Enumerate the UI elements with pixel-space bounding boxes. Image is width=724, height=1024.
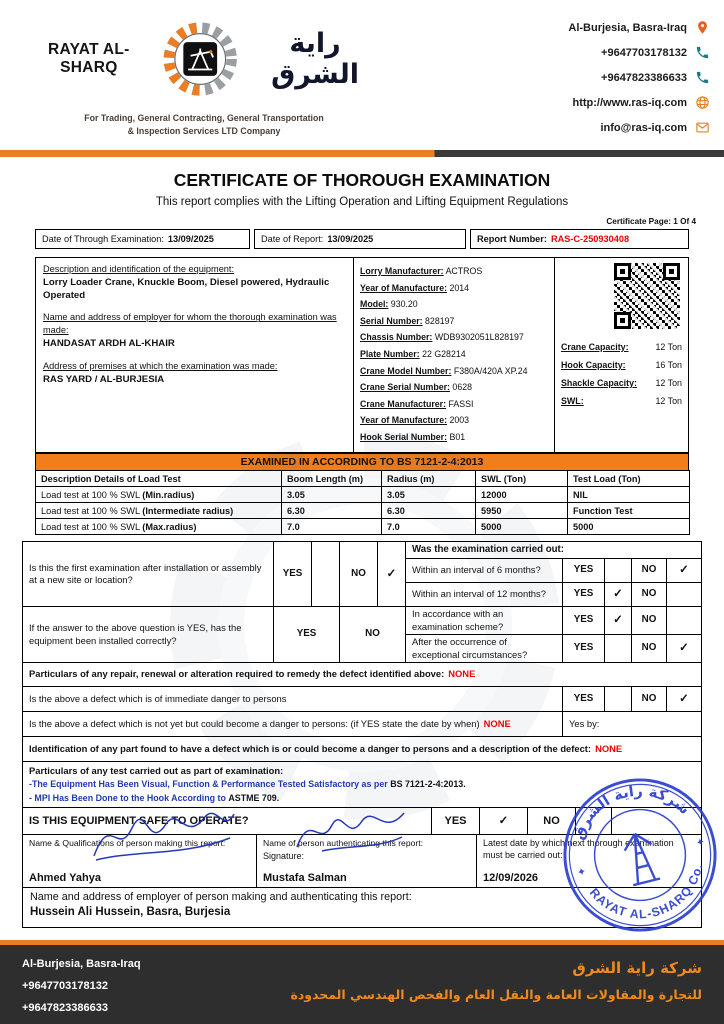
yes-label: YES (273, 542, 311, 606)
interval12-no-check (666, 583, 701, 606)
detail-row: Serial Number: 828197 (360, 315, 455, 326)
equipment-description-value: Lorry Loader Crane, Knuckle Boom, Diesel powered, Hydraulic Operated (43, 277, 330, 301)
contact-email (568, 120, 710, 135)
question-interval-6: Within an interval of 6 months? (412, 564, 541, 576)
equipment-description-label: Description and identification of the equipment: (43, 264, 235, 274)
header (0, 0, 724, 150)
report-maker-name: Ahmed Yahya (29, 872, 101, 884)
report-number-label: Report Number: (477, 234, 547, 244)
report-date-box (254, 229, 466, 249)
detail-row: Chassis Number: WDB9302051L828197 (360, 332, 524, 343)
exam-date-value: 13/09/2025 (167, 234, 214, 244)
company-logo-block (28, 8, 380, 150)
report-number-value: RAS-C-250930408 (550, 234, 630, 244)
no-label: NO (527, 808, 575, 834)
stamp-arabic-text: شركة راية الشرق (569, 782, 693, 842)
detail-row: Crane Serial Number: 0628 (360, 382, 472, 393)
stamp-english-text: RAYAT AL-SHARQ Co. (586, 862, 706, 922)
col-description: Description Details of Load Test (36, 471, 282, 487)
authenticator-name: Mustafa Salman (263, 872, 347, 884)
next-examination-label: Latest date by which next thorough examination must be carried out: (483, 838, 674, 860)
contact-phone2-text: +9647823386633 (601, 71, 687, 84)
globe-icon (695, 95, 710, 110)
footer-company-arabic: شركة راية الشرق (572, 959, 702, 977)
test-particulars-line1: -The Equipment Has Been Visual, Function & Performance Tested Satisfactory as per BS 7121-2-4:2013. (29, 779, 466, 790)
report-date-label: Date of Report: (261, 234, 324, 244)
certificate-subtitle: This report complies with the Lifting Operation and Lifting Equipment Regulations (155, 196, 569, 208)
meta-bar (35, 229, 689, 249)
no-label: NO (339, 607, 405, 662)
test-particulars-label: Particulars of any test carried out as part of examination: (29, 764, 284, 776)
load-table-row: Load test at 100 % SWL (Min.radius) 3.05 3.05 12000 NIL (36, 487, 690, 503)
first-exam-no-check: ✓ (377, 542, 405, 606)
yes-label: YES (562, 583, 604, 606)
defect-identification-label: Identification of any part found to have a defect which is or could become a danger to persons and a description of the defect: (29, 742, 592, 754)
detail-row: Plate Number: 22 G28214 (360, 348, 466, 359)
email-icon (695, 120, 710, 135)
footer-contact-block (22, 953, 141, 1018)
contact-address (568, 20, 710, 35)
premises-value: RAS YARD / AL-BURJESIA (43, 374, 165, 386)
report-maker-label: Name & Qualifications of person making this report: (29, 838, 226, 848)
svg-text:✦: ✦ (576, 865, 588, 880)
safe-yes-check: ✓ (479, 808, 527, 834)
carried-out-header: Was the examination carried out: (412, 544, 564, 555)
equipment-capacity-column (554, 258, 688, 452)
report-date-value: 13/09/2025 (327, 234, 374, 244)
equipment-section (35, 257, 689, 453)
company-name-arabic: راية الشرق (271, 28, 359, 90)
interval12-yes-check: ✓ (604, 583, 631, 606)
capacity-row: Hook Capacity: 16 Ton (561, 360, 682, 370)
load-table-row: Load test at 100 % SWL (Intermediate radius) 6.30 6.30 5950 Function Test (36, 503, 690, 519)
contact-list (568, 8, 710, 150)
capacity-row: Crane Capacity: 12 Ton (561, 342, 682, 352)
contact-phone-2 (568, 70, 710, 85)
company-name-english: RAYAT AL-SHARQ (48, 41, 130, 76)
col-test-load: Test Load (Ton) (568, 471, 690, 487)
svg-text:✦: ✦ (694, 835, 707, 850)
certificate-title: CERTIFICATE OF THOROUGH EXAMINATION (173, 170, 551, 190)
gear-watermark (170, 430, 560, 820)
yes-label: YES (562, 607, 604, 634)
detail-row: Year of Manufacture: 2003 (360, 415, 470, 426)
question-immediate-danger: Is the above a defect which is of immediate danger to persons (29, 692, 287, 704)
repair-particulars-value: NONE (448, 668, 476, 680)
immediate-no-check: ✓ (666, 687, 701, 711)
yes-label: YES (562, 687, 604, 711)
equipment-description-column (36, 258, 354, 452)
maker-signature-scribble (88, 794, 238, 869)
report-number-box (470, 229, 689, 249)
footer-description-arabic: للتجارة والمقاولات العامة والنقل العام والفحص الهندسي المحدودة (290, 987, 702, 1002)
contact-website-text: http://www.ras-iq.com (572, 96, 687, 109)
authenticator-label: Name of person authenticating this report: (263, 838, 424, 848)
question-exceptional: After the occurrence of exceptional circumstances? (412, 636, 528, 660)
exam-date-label: Date of Through Examination: (42, 234, 164, 244)
employer-label: Name and address of employer for whom the thorough examination was made: (43, 312, 337, 335)
detail-row: Model: 930.20 (360, 299, 418, 310)
authenticator-signature-scribble (292, 799, 412, 859)
no-label: NO (631, 583, 666, 606)
header-divider-bar (0, 150, 724, 157)
detail-row: Crane Model Number: F380A/420A XP.24 (360, 365, 528, 376)
company-tagline (28, 112, 380, 138)
signature-label: Signature: (263, 851, 305, 862)
phone-icon (695, 45, 710, 60)
detail-row: Hook Serial Number: B01 (360, 431, 466, 442)
detail-row: Lorry Manufacturer: ACTROS (360, 266, 483, 276)
no-label: NO (631, 607, 666, 634)
detail-row: Year of Manufacture: 2014 (360, 282, 470, 293)
capacity-list (561, 342, 682, 406)
interval6-yes-check (604, 559, 631, 582)
exam-date-box (35, 229, 250, 249)
footer-phone-2: +9647823386633 (22, 1002, 108, 1014)
yes-label: YES (273, 607, 339, 662)
could-become-danger-value: NONE (483, 717, 511, 729)
col-radius: Radius (m) (382, 471, 476, 487)
contact-website (568, 95, 710, 110)
footer-address: Al-Burjesia, Basra-Iraq (22, 958, 141, 970)
detail-row: Crane Manufacturer: FASSI (360, 398, 474, 409)
scheme-no-check (666, 607, 701, 634)
no-label: NO (339, 542, 377, 606)
footer (0, 940, 724, 1024)
col-boom-length: Boom Length (m) (282, 471, 382, 487)
equipment-details-column (354, 258, 554, 452)
no-label: NO (631, 635, 666, 662)
question-installed-correctly: If the answer to the above question is YES, has the equipment been installed correctly? (29, 622, 242, 646)
col-swl: SWL (Ton) (476, 471, 568, 487)
footer-phone-1: +9647703178132 (22, 980, 108, 992)
tagline-line2: & Inspection Services LTD Company (127, 125, 281, 136)
yes-label: YES (562, 559, 604, 582)
repair-particulars-label: Particulars of any repair, renewal or alteration required to remedy the defect identified above: (29, 668, 445, 680)
contact-phone-1 (568, 45, 710, 60)
exceptional-yes-check (604, 635, 631, 662)
test-particulars-line2: - MPI Has Been Done to the Hook According to ASTME 709. (29, 792, 280, 803)
next-examination-date: 12/09/2026 (483, 872, 539, 884)
question-scheme: In accordance with an examination scheme? (412, 608, 504, 632)
could-become-danger-label: Is the above a defect which is not yet but could become a danger to persons: (if YES state the date by when) (29, 717, 480, 729)
capacity-row: SWL: 12 Ton (561, 396, 682, 406)
question-first-examination: Is this the first examination after installation or assembly at a new site or location? (29, 561, 262, 585)
exceptional-no-check: ✓ (666, 635, 701, 662)
footer-arabic-block (291, 953, 703, 1018)
no-label: NO (631, 687, 666, 711)
interval6-no-check: ✓ (666, 559, 701, 582)
question-interval-12: Within an interval of 12 months? (412, 588, 546, 600)
qr-code (614, 263, 680, 329)
gear-logo-icon (160, 13, 240, 105)
yes-by-cell: Yes by: (562, 712, 701, 736)
phone-icon (695, 70, 710, 85)
immediate-yes-check (604, 687, 631, 711)
certificate-page-label: Certificate Page: 1 Of 4 (606, 217, 696, 226)
employer-value: HANDASAT ARDH AL-KHAIR (43, 338, 175, 350)
scheme-yes-check: ✓ (604, 607, 631, 634)
defect-identification-value: NONE (595, 742, 623, 754)
examination-standard-banner: EXAMINED IN ACCORDING TO BS 7121-2-4:2013 (35, 453, 689, 470)
capacity-row: Shackle Capacity: 12 Ton (561, 378, 682, 388)
contact-phone1-text: +9647703178132 (601, 46, 687, 59)
safe-to-operate-label: IS THIS EQUIPMENT SAFE TO OPERATE? (29, 814, 249, 827)
contact-address-text: Al-Burjesia, Basra-Iraq (568, 21, 687, 34)
tagline-line1: For Trading, General Contracting, General Transportation (84, 113, 324, 123)
employer-of-maker-label: Name and address of employer of person making and authenticating this report: (30, 891, 412, 903)
load-table-row: Load test at 100 % SWL (Max.radius) 7.0 7.0 5000 5000 (36, 519, 690, 535)
contact-email-text: info@ras-iq.com (600, 121, 687, 134)
location-pin-icon (695, 20, 710, 35)
premises-label: Address of premises at which the examination was made: (43, 360, 278, 371)
stamp-derrick-icon (621, 831, 660, 886)
yes-label: YES (431, 808, 479, 834)
no-label: NO (631, 559, 666, 582)
yes-label: YES (562, 635, 604, 662)
employer-of-maker-value: Hussein Ali Hussein, Basra, Burjesia (30, 906, 231, 918)
